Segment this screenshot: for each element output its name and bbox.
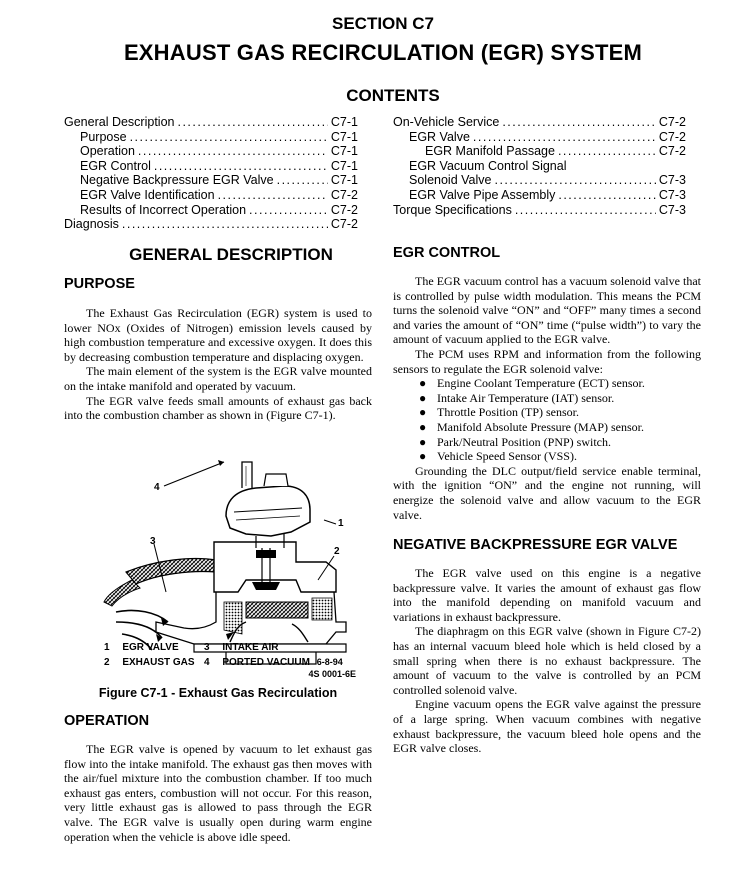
toc-entry[interactable]: [64, 130, 358, 145]
section-label: SECTION C7: [331, 14, 435, 33]
list-item: ● Manifold Absolute Pressure (MAP) sensor.: [419, 419, 644, 434]
toc-entry[interactable]: [393, 173, 686, 188]
list-item: ● Throttle Position (TP) sensor.: [419, 405, 579, 420]
legend-text: EGR VALVE: [122, 642, 179, 653]
toc-page: C7-2: [658, 115, 686, 129]
general-description-heading: GENERAL DESCRIPTION: [129, 245, 333, 264]
sensor-list: [393, 376, 701, 464]
toc-label: EGR Manifold Passage: [425, 144, 555, 159]
page-title: EXHAUST GAS RECIRCULATION (EGR) SYSTEM: [123, 40, 643, 65]
operation-heading: OPERATION: [64, 713, 150, 729]
legend-num: 2: [104, 657, 110, 668]
toc-label: Operation: [80, 144, 135, 159]
toc-entry[interactable]: [393, 203, 686, 218]
legend-text: PORTED VACUUM: [222, 657, 310, 668]
callout-4: 4: [154, 482, 160, 493]
bullet-icon: ●: [419, 376, 427, 391]
toc-entry[interactable]: [393, 130, 686, 145]
paragraph: The main element of the system is the EGR valve mounted on the intake manifold and operated by vacuum.: [64, 364, 372, 393]
figure-caption: Figure C7-1 - Exhaust Gas Recirculation: [98, 686, 338, 700]
toc-label: Purpose: [80, 129, 127, 144]
toc-entry[interactable]: [64, 217, 358, 232]
toc-label: EGR Valve Identification: [80, 187, 215, 202]
toc-label: Diagnosis: [64, 217, 119, 232]
list-item: ● Engine Coolant Temperature (ECT) sensor.: [419, 376, 645, 391]
toc-label: EGR Vacuum Control Signal: [409, 158, 567, 173]
figure-date-code: 6-8-94: [316, 657, 343, 667]
figure-ref-code: 4S 0001-6E: [308, 669, 356, 679]
paragraph: The EGR valve feeds small amounts of exhaust gas back into the combustion chamber as shown in (Figure C7-1).: [64, 393, 372, 423]
toc-page: C7-1: [330, 129, 358, 144]
paragraph: The Exhaust Gas Recirculation (EGR) system is used to lower NOx (Oxides of Nitrogen) emission levels caused by high combustion temperature and excessive oxygen. It does this by decreasing combustion temperature and displacing oxygen.: [64, 306, 372, 364]
purpose-heading: PURPOSE: [64, 276, 135, 292]
contents-heading: CONTENTS: [346, 86, 440, 105]
toc-entry[interactable]: [393, 159, 686, 174]
paragraph: The EGR valve used on this engine is a negative backpressure valve. It varies the amount of exhaust gas flow into the manifold depending on manifold vacuum and variations in exhaust backpressure.: [393, 566, 701, 624]
toc-page: C7-1: [330, 115, 358, 129]
callout-1: 1: [338, 518, 344, 529]
egr-control-heading: EGR CONTROL: [393, 245, 501, 261]
callout-2: 2: [334, 546, 340, 557]
toc-page: C7-3: [658, 173, 686, 188]
egr-figure: [96, 452, 360, 682]
bullet-icon: ●: [419, 405, 427, 420]
legend-text: INTAKE AIR: [222, 642, 279, 653]
bullet-icon: ●: [419, 390, 427, 405]
paragraph: The EGR valve is opened by vacuum to let exhaust gas flow into the intake manifold. The exhaust gas then moves with the air/fuel mixture into the combustion chamber. If too much exhaust gas enters, combustion will not occur. For this reason, very little exhaust gas is allowed to pass through the EGR valve. The EGR valve is usually open during warm engine operation when the vehicle is above idle speed.: [64, 742, 372, 844]
toc-page: C7-3: [658, 187, 686, 202]
toc-label: Negative Backpressure EGR Valve: [80, 173, 274, 188]
toc-label: Solenoid Valve: [409, 173, 492, 188]
toc-right: [393, 115, 686, 217]
toc-label: Torque Specifications: [393, 202, 512, 217]
toc-page: C7-2: [658, 144, 686, 159]
toc-label: Results of Incorrect Operation: [80, 202, 247, 217]
toc-entry[interactable]: [393, 115, 686, 130]
legend-text: EXHAUST GAS: [122, 657, 195, 668]
toc-page: C7-1: [330, 173, 358, 188]
toc-entry[interactable]: [64, 173, 358, 188]
toc-entry[interactable]: [64, 115, 358, 130]
paragraph: The PCM uses RPM and information from the following sensors to regulate the EGR solenoid valve:: [393, 346, 701, 376]
toc-entry[interactable]: [64, 203, 358, 218]
paragraph: Engine vacuum opens the EGR valve against the pressure of a large spring. When vacuum combines with negative exhaust backpressure, the vacuum bleed hole opens and the EGR valve closes.: [393, 697, 701, 756]
paragraph: The diaphragm on this EGR valve (shown in Figure C7-2) has an internal vacuum bleed hole which is held closed by a small spring when there is no exhaust backpressure. The amount of vacuum to the valve is controlled by an PCM controlled solenoid valve.: [393, 624, 701, 697]
toc-label: EGR Control: [80, 158, 151, 173]
toc-page: C7-2: [330, 187, 358, 202]
list-item: ● Park/Neutral Position (PNP) switch.: [419, 434, 611, 449]
operation-text: [64, 742, 372, 844]
bullet-icon: ●: [419, 419, 427, 434]
toc-entry[interactable]: [64, 144, 358, 159]
toc-entry[interactable]: [393, 188, 686, 203]
paragraph: The EGR vacuum control has a vacuum solenoid valve that is controlled by pulse width modulation. This means the PCM turns the solenoid valve “ON” and “OFF” many times a second and varies the amount of “ON” time (“pulse width”) to vary the amount of vacuum applied to the EGR valve.: [393, 274, 701, 347]
egr-control-text: [393, 274, 701, 522]
bullet-icon: ●: [419, 449, 427, 464]
paragraph: Grounding the DLC output/field service enable terminal, with the ignition “ON” and the engine not running, will energize the solenoid valve and allow vacuum to the EGR valve.: [393, 463, 701, 522]
toc-label: EGR Valve: [409, 129, 470, 144]
legend-num: 4: [204, 657, 210, 668]
list-item: ● Vehicle Speed Sensor (VSS).: [419, 449, 577, 464]
toc-page: C7-2: [330, 217, 358, 232]
toc-page: C7-2: [330, 202, 358, 217]
toc-page: C7-3: [658, 202, 686, 217]
toc-entry[interactable]: [64, 159, 358, 174]
purpose-text: [64, 306, 372, 423]
toc-page: C7-2: [658, 129, 686, 144]
negative-backpressure-text: [393, 566, 701, 756]
legend-num: 1: [104, 642, 110, 653]
bullet-icon: ●: [419, 434, 427, 449]
toc-left: [64, 115, 358, 232]
negative-backpressure-heading: NEGATIVE BACKPRESSURE EGR VALVE: [393, 537, 678, 553]
toc-label: On-Vehicle Service: [393, 115, 500, 129]
list-item: ● Intake Air Temperature (IAT) sensor.: [419, 390, 615, 405]
legend-num: 3: [204, 642, 210, 653]
toc-page: C7-1: [330, 158, 358, 173]
toc-label: General Description: [64, 115, 175, 129]
toc-entry[interactable]: [64, 188, 358, 203]
toc-page: C7-1: [330, 144, 358, 159]
callout-3: 3: [150, 536, 156, 547]
toc-label: EGR Valve Pipe Assembly: [409, 187, 556, 202]
toc-entry[interactable]: [393, 144, 686, 159]
